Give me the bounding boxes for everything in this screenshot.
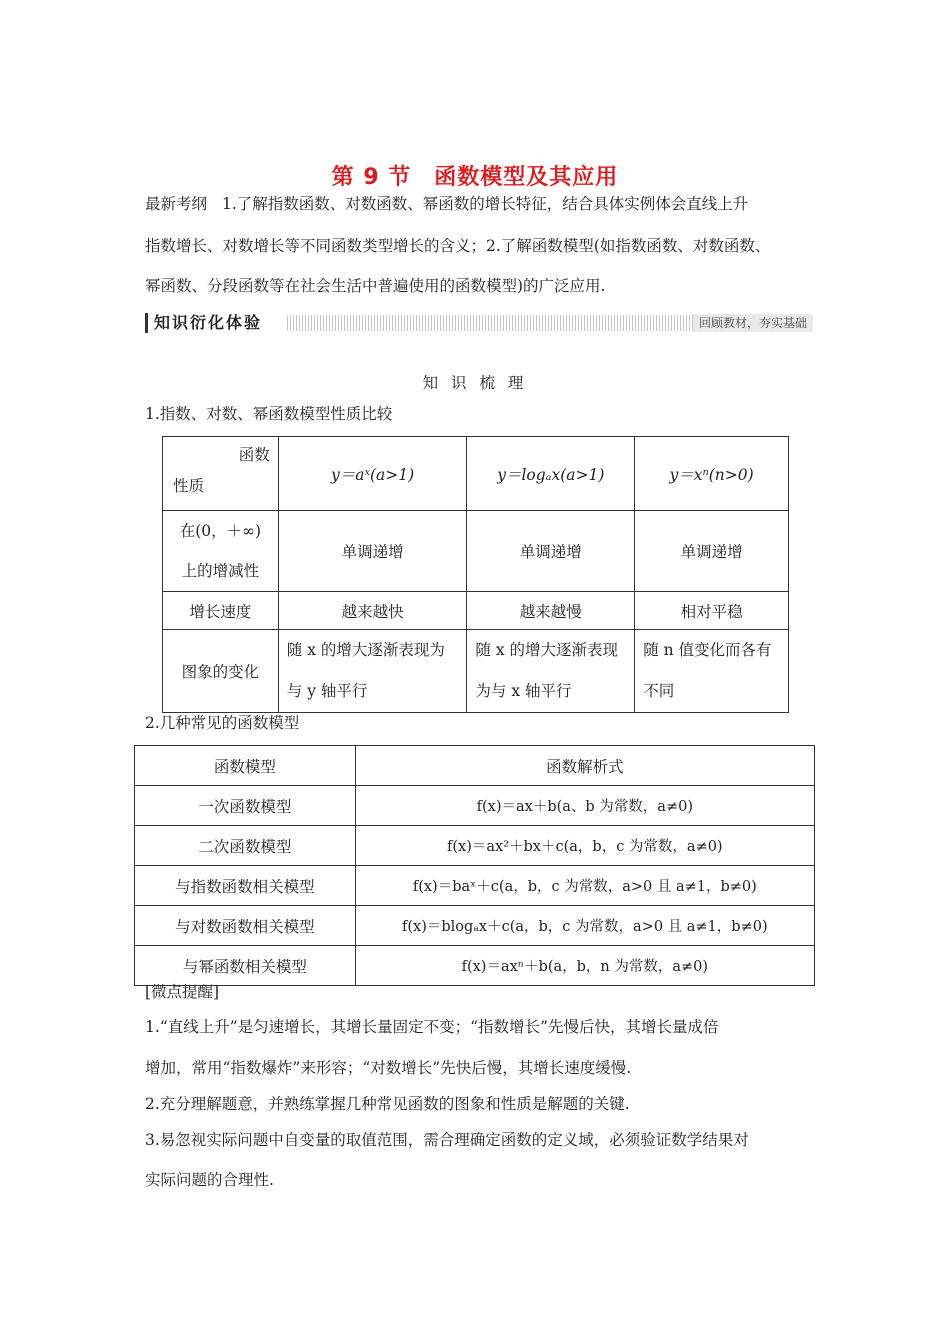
table-row xyxy=(163,630,789,713)
table-row xyxy=(135,786,815,826)
col-pow: y＝xⁿ(n>0) xyxy=(635,437,789,511)
table-row xyxy=(163,592,789,630)
tip-3b: 实际问题的合理性. xyxy=(145,1171,274,1189)
cell-text: 为与 x 轴平行 xyxy=(475,682,572,700)
cell-pow-graph xyxy=(635,630,789,713)
banner-right-label: 回顾教材，夯实基础 xyxy=(693,314,813,332)
row-label-graph: 图象的变化 xyxy=(163,630,279,713)
syllabus-text-1: 1.了解指数函数、对数函数、幂函数的增长特征，结合具体实例体会直线上升 xyxy=(221,195,749,213)
model-name: 与指数函数相关模型 xyxy=(135,866,356,906)
s2-title: 2.几种常见的函数模型 xyxy=(145,714,300,732)
model-name: 与对数函数相关模型 xyxy=(135,906,356,946)
table-row xyxy=(163,437,789,511)
table-row xyxy=(135,866,815,906)
table-row xyxy=(163,511,789,592)
s1-title: 1.指数、对数、幂函数模型性质比较 xyxy=(145,405,393,423)
model-name: 二次函数模型 xyxy=(135,826,356,866)
row-label-part: 在(0，＋∞) xyxy=(179,522,262,540)
tip-3a: 3.易忽视实际问题中自变量的取值范围，需合理确定函数的定义域，必须验证数学结果对 xyxy=(145,1131,749,1149)
cell-log-speed: 越来越慢 xyxy=(467,592,635,630)
tip-2: 2.充分理解题意，并熟练掌握几种常见函数的图象和性质是解题的关键. xyxy=(145,1095,630,1113)
cell-exp-graph xyxy=(278,630,467,713)
header-corner-bottom: 性质 xyxy=(173,477,205,495)
page-title: 第 9 节 函数模型及其应用 xyxy=(331,165,619,190)
model-formula: f(x)＝baˣ＋c(a，b，c 为常数，a>0 且 a≠1，b≠0) xyxy=(355,866,814,906)
cell-text: 随 n 值变化而各有 xyxy=(643,641,772,659)
table-row xyxy=(135,906,815,946)
model-formula: f(x)＝ax²＋bx＋c(a，b，c 为常数，a≠0) xyxy=(355,826,814,866)
cell-pow-speed: 相对平稳 xyxy=(635,592,789,630)
header-model: 函数模型 xyxy=(135,746,356,786)
syllabus-line-3: 幂函数、分段函数等在社会生活中普遍使用的函数模型)的广泛应用. xyxy=(145,277,606,295)
model-formula: f(x)＝axⁿ＋b(a，b，n 为常数，a≠0) xyxy=(355,946,814,986)
section-title: 知 识 梳 理 xyxy=(422,374,528,392)
col-log: y＝logₐx(a>1) xyxy=(467,437,635,511)
cell-text: 与 y 轴平行 xyxy=(286,682,368,700)
cell-text: 随 x 的增大逐渐表现为 xyxy=(286,641,445,659)
section-banner xyxy=(145,313,813,333)
tip-1b: 增加，常用“指数爆炸”来形容；“对数增长”先快后慢，其增长速度缓慢. xyxy=(145,1059,632,1077)
header-corner-cell xyxy=(163,437,279,511)
cell-exp-speed: 越来越快 xyxy=(278,592,467,630)
cell-log-graph xyxy=(467,630,635,713)
properties-table xyxy=(162,436,789,713)
table-row xyxy=(135,826,815,866)
row-label-monotonic xyxy=(163,511,279,592)
model-formula: f(x)＝blogₐx＋c(a，b，c 为常数，a>0 且 a≠1，b≠0) xyxy=(355,906,814,946)
row-label-part: 上的增减性 xyxy=(181,562,260,580)
cell-pow-monotonic: 单调递增 xyxy=(635,511,789,592)
col-exp: y＝aˣ(a>1) xyxy=(278,437,467,511)
cell-log-monotonic: 单调递增 xyxy=(467,511,635,592)
table-header-row xyxy=(135,746,815,786)
banner-left-label: 知识衍化体验 xyxy=(145,313,268,333)
model-name: 与幂函数相关模型 xyxy=(135,946,356,986)
row-label-speed: 增长速度 xyxy=(163,592,279,630)
syllabus-line-2: 指数增长、对数增长等不同函数类型增长的含义；2.了解函数模型(如指数函数、对数函数、 xyxy=(145,237,771,255)
header-formula: 函数解析式 xyxy=(355,746,814,786)
cell-text: 随 x 的增大逐渐表现 xyxy=(475,641,619,659)
models-table xyxy=(134,745,815,986)
cell-exp-monotonic: 单调递增 xyxy=(278,511,467,592)
syllabus-line-1 xyxy=(145,194,825,214)
table-row xyxy=(135,946,815,986)
tips-label: [微点提醒] xyxy=(145,983,220,1001)
header-corner-top: 函数 xyxy=(238,446,270,464)
model-name: 一次函数模型 xyxy=(135,786,356,826)
tip-1a: 1.“直线上升”是匀速增长，其增长量固定不变；“指数增长”先慢后快，其增长量成倍 xyxy=(145,1018,719,1036)
model-formula: f(x)＝ax＋b(a、b 为常数，a≠0) xyxy=(355,786,814,826)
syllabus-label: 最新考纲 xyxy=(145,195,208,213)
cell-text: 不同 xyxy=(643,682,675,700)
